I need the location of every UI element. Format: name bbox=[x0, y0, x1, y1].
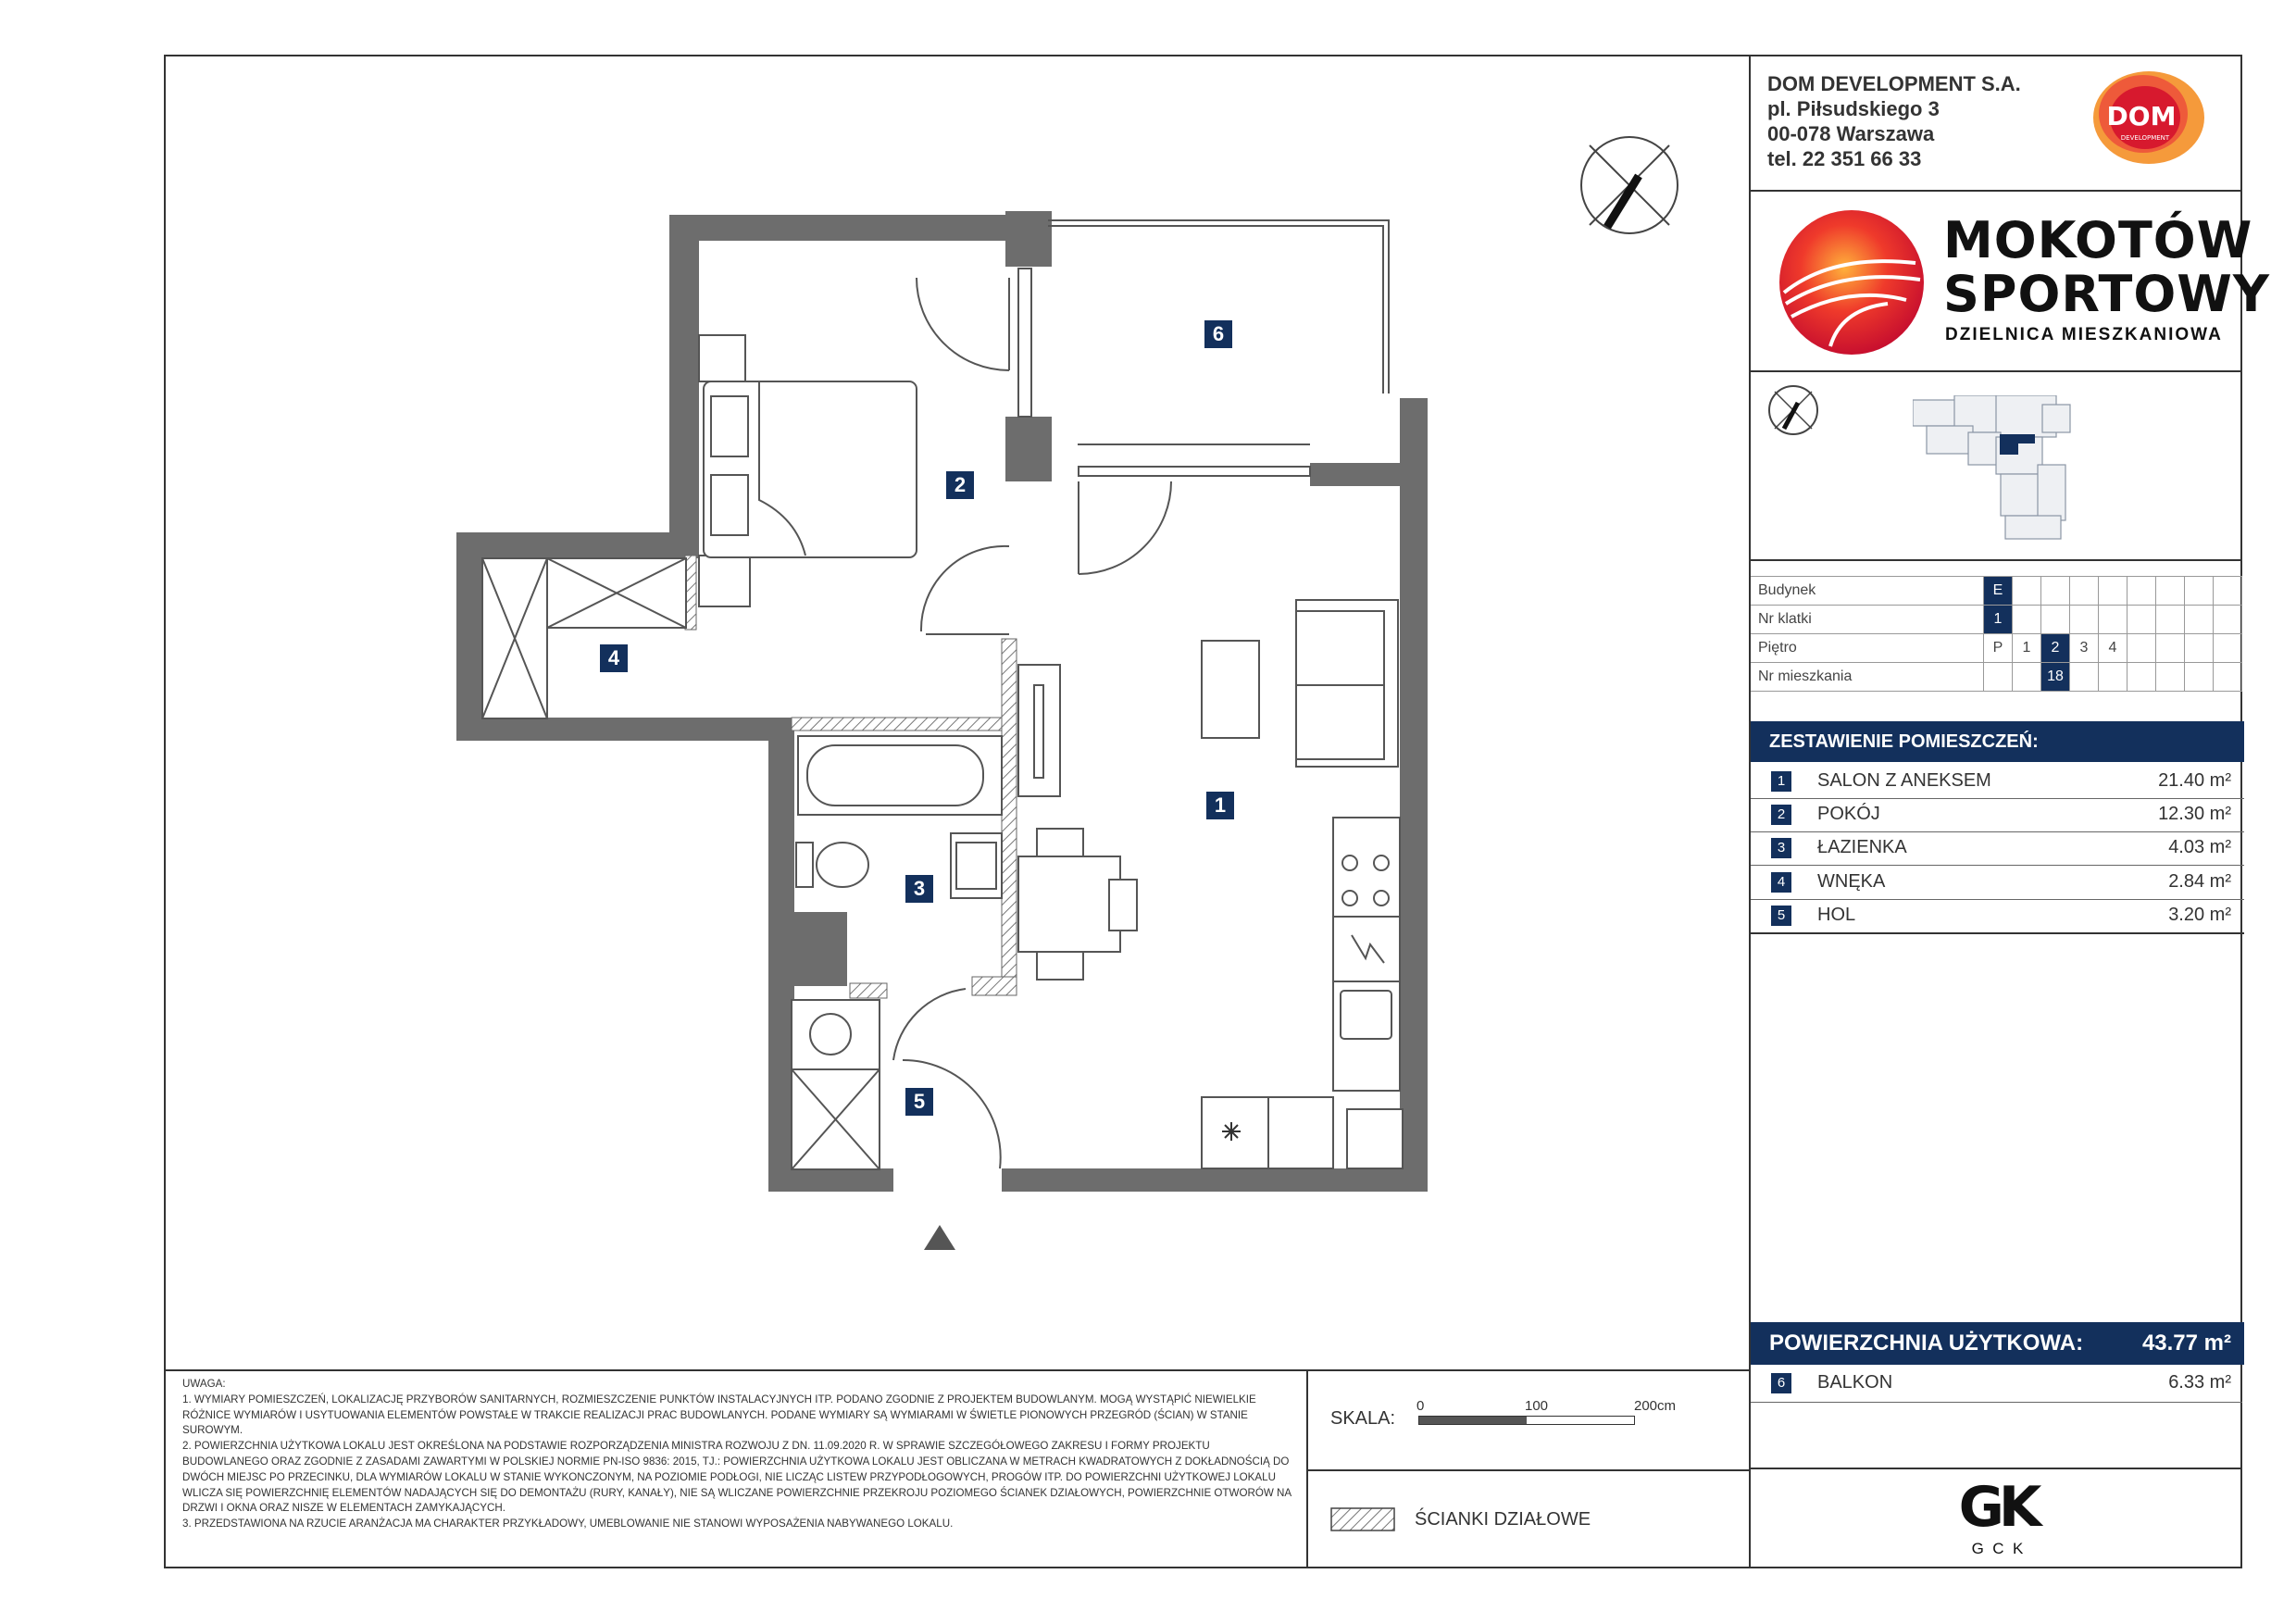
plan-label-room-1: 1 bbox=[1206, 792, 1234, 819]
compass-north-icon bbox=[1581, 137, 1678, 233]
room-number: 4 bbox=[1771, 872, 1791, 893]
dom-logo-subtext: DEVELOPMENT bbox=[2120, 134, 2170, 142]
cell bbox=[2214, 663, 2242, 692]
room-name: SALON Z ANEKSEM bbox=[1817, 770, 1991, 791]
room-number: 1 bbox=[1771, 771, 1791, 792]
cell bbox=[1984, 663, 2013, 692]
table-row bbox=[1751, 577, 2242, 606]
rooms-heading: ZESTAWIENIE POMIESZCZEŃ: bbox=[1751, 721, 2244, 762]
cell bbox=[2128, 577, 2156, 606]
cell bbox=[2185, 606, 2214, 634]
room-row bbox=[1751, 765, 2244, 798]
room-row bbox=[1751, 798, 2244, 831]
cell: P bbox=[1984, 634, 2013, 663]
room-name: HOL bbox=[1817, 905, 1856, 925]
dom-development-logo bbox=[2088, 66, 2210, 169]
cell bbox=[2214, 634, 2242, 663]
company-info bbox=[1767, 71, 2021, 171]
company-address-1: pl. Piłsudskiego 3 bbox=[1767, 97, 1940, 120]
info-panel bbox=[1749, 55, 2270, 1568]
plan-label-room-3: 3 bbox=[905, 875, 933, 903]
total-area-label: POWIERZCHNIA UŻYTKOWA: bbox=[1769, 1330, 2084, 1355]
cell: 1 bbox=[2013, 634, 2041, 663]
cell: 3 bbox=[2070, 634, 2099, 663]
cell: 18 bbox=[2041, 663, 2070, 692]
scale-bar-fill bbox=[1419, 1417, 1527, 1424]
room-area: 3.20 m² bbox=[2168, 905, 2231, 925]
room-number: 5 bbox=[1771, 906, 1791, 926]
location-table bbox=[1751, 576, 2242, 692]
note-1: 1. WYMIARY POMIESZCZEŃ, LOKALIZACJĘ PRZYBORÓW SANITARNYCH, ROZMIESZCZENIE PUNKTÓW INSTALACYJNYCH ITP. PODANO ZGODNIE Z PROJEKTEM BUDOWLANYM. MOGĄ WYSTĄPIĆ NIEWIELKIE RÓŻNICE WYMIARÓW I USYTUOWANIA ELEMENTÓW POWSTAŁE W TRAKCIE REALIZACJI PRAC BUDOWLANYCH. PODANE WYMIARY SĄ WYMIARAMI W ŚWIETLE PIONOWYCH PRZEGRÓD (ŚCIAN) W STANIE SUROWYM. bbox=[182, 1393, 1256, 1437]
cell bbox=[2185, 663, 2214, 692]
gck-logo-mark: GK bbox=[1958, 1475, 2037, 1540]
room-number: 6 bbox=[1771, 1373, 1791, 1393]
keyplan-compass-icon bbox=[1767, 384, 1819, 436]
table-row bbox=[1751, 606, 2242, 634]
plan-label-room-6: 6 bbox=[1204, 320, 1232, 348]
cell bbox=[2041, 577, 2070, 606]
room-number: 2 bbox=[1771, 805, 1791, 825]
cell bbox=[2156, 606, 2185, 634]
room-area: 6.33 m² bbox=[2168, 1372, 2231, 1393]
room-row bbox=[1751, 866, 2244, 899]
room-name: BALKON bbox=[1817, 1372, 1893, 1393]
plan-label-room-5: 5 bbox=[905, 1088, 933, 1116]
brand-title bbox=[1943, 211, 2270, 323]
scale-bar bbox=[1418, 1416, 1635, 1425]
cell bbox=[2099, 606, 2128, 634]
cell bbox=[2185, 577, 2214, 606]
table-row bbox=[1751, 634, 2242, 663]
total-area-value: 43.77 m² bbox=[2141, 1330, 2231, 1355]
notes bbox=[182, 1377, 1293, 1532]
cell bbox=[2099, 663, 2128, 692]
total-area-bar bbox=[1751, 1322, 2244, 1365]
row-label: Piętro bbox=[1751, 634, 1984, 663]
scale-label: SKALA: bbox=[1330, 1408, 1396, 1429]
row-label: Nr klatki bbox=[1751, 606, 1984, 634]
cell bbox=[2013, 577, 2041, 606]
company-name: DOM DEVELOPMENT S.A. bbox=[1767, 72, 2021, 95]
divider bbox=[1751, 370, 2242, 372]
brand-title-line2: SPORTOWY bbox=[1943, 265, 2270, 323]
cell bbox=[2041, 606, 2070, 634]
walls bbox=[456, 211, 1428, 1192]
divider bbox=[1751, 559, 2242, 561]
room-name: WNĘKA bbox=[1817, 871, 1886, 892]
legend-partition-walls: ŚCIANKI DZIAŁOWE bbox=[1415, 1509, 1591, 1530]
plan-label-room-2: 2 bbox=[946, 471, 974, 499]
room-name: ŁAZIENKA bbox=[1817, 837, 1907, 857]
cell bbox=[2185, 634, 2214, 663]
room-number: 3 bbox=[1771, 838, 1791, 858]
cell bbox=[2156, 663, 2185, 692]
cell bbox=[2070, 663, 2099, 692]
room-area: 4.03 m² bbox=[2168, 837, 2231, 857]
cell: E bbox=[1984, 577, 2013, 606]
partition-wall-swatch bbox=[1330, 1507, 1395, 1531]
cell bbox=[2013, 606, 2041, 634]
scale-tick-100: 100 bbox=[1525, 1398, 1549, 1414]
notes-title: UWAGA: bbox=[182, 1378, 226, 1390]
divider bbox=[1751, 932, 2244, 934]
building-keyplan bbox=[1913, 395, 2098, 543]
scale-divider bbox=[1306, 1469, 1749, 1471]
gck-logo bbox=[1751, 1468, 2244, 1567]
company-phone: tel. 22 351 66 33 bbox=[1767, 147, 1922, 170]
row-label: Budynek bbox=[1751, 577, 1984, 606]
gck-logo-letters: G C K bbox=[1971, 1540, 2024, 1557]
scale-tick-0: 0 bbox=[1416, 1398, 1425, 1414]
cell bbox=[2099, 577, 2128, 606]
cell bbox=[2156, 634, 2185, 663]
mokotow-sportowy-logo bbox=[1777, 207, 1927, 357]
room-name: POKÓJ bbox=[1817, 804, 1880, 824]
dom-logo-text: DOM bbox=[2106, 101, 2177, 131]
balcony-row bbox=[1751, 1367, 2244, 1400]
cell bbox=[2013, 663, 2041, 692]
note-2: 2. POWIERZCHNIA UŻYTKOWA LOKALU JEST OKREŚLONA NA PODSTAWIE ROZPORZĄDZENIA MINISTRA ROZWOJU Z DN. 11.09.2020 R. W SPRAWIE SZCZEGÓŁOWEGO ZAKRESU I FORMY PROJEKTU BUDOWLANEGO ORAZ ZGODNIE Z ZASADAMI ZAWARTYMI W POLSKIEJ NORMIE PN-ISO 9836: 2015, TJ.: POWIERZCHNIA UŻYTKOWA LOKALU JEST OBLICZANA W METRACH KWADRATOWYCH Z DOKŁADNOŚCIĄ DO DWÓCH MIEJSC PO PRZECINKU, DLA WYMIARÓW LOKALU W STANIE WYKONCZONYM, NA POZIOMIE PODŁOGI, NIE LICZĄC LISTEW PRZYPODŁOGOWYCH, PROGÓW ITP. DO POWIERZCHNI UŻYTKOWEJ LOKALU WLICZA SIĘ POWIERZCHNIĘ ELEMENTÓW NADAJĄCYCH SIĘ DO DEMONTAŻU (RURY, KANAŁY), NIE SĄ WLICZANE POWIERZCHNIE PRZEKROJU POZIOMEGO ŚCIANEK DZIAŁOWYCH, POWIERZCHNIE OTWORÓW NA DRZWI I OKNA ORAZ NISZE W ELEMENTACH ZAMYKAJĄCYCH. bbox=[182, 1440, 1292, 1515]
cell bbox=[2070, 577, 2099, 606]
cell bbox=[2156, 577, 2185, 606]
room-row bbox=[1751, 899, 2244, 932]
room-area: 2.84 m² bbox=[2168, 871, 2231, 892]
row-label: Nr mieszkania bbox=[1751, 663, 1984, 692]
plan-bottom-divider bbox=[164, 1369, 1749, 1371]
cell bbox=[2070, 606, 2099, 634]
fridge-snowflake-icon bbox=[1222, 1122, 1241, 1141]
cell bbox=[2128, 663, 2156, 692]
brand-title-line1: MOKOTÓW bbox=[1943, 211, 2253, 269]
entrance-arrow-icon bbox=[924, 1225, 955, 1250]
furniture bbox=[482, 335, 1403, 1169]
company-address-2: 00-078 Warszawa bbox=[1767, 122, 1935, 145]
cell bbox=[2214, 606, 2242, 634]
cell bbox=[2214, 577, 2242, 606]
divider bbox=[1751, 190, 2242, 192]
divider bbox=[1751, 1402, 2242, 1403]
table-row bbox=[1751, 663, 2242, 692]
room-row bbox=[1751, 831, 2244, 865]
cell bbox=[2128, 634, 2156, 663]
cell: 2 bbox=[2041, 634, 2070, 663]
plan-label-room-4: 4 bbox=[600, 644, 628, 672]
cell bbox=[2128, 606, 2156, 634]
brand-subtitle: DZIELNICA MIESZKANIOWA bbox=[1945, 325, 2223, 344]
room-area: 12.30 m² bbox=[2158, 804, 2231, 824]
note-3: 3. PRZEDSTAWIONA NA RZUCIE ARANŻACJA MA CHARAKTER PRZYKŁADOWY, UMEBLOWANIE NIE STANOWI WYPOSAŻENIA NABYWANEGO LOKALU. bbox=[182, 1518, 954, 1530]
cell: 1 bbox=[1984, 606, 2013, 634]
cell: 4 bbox=[2099, 634, 2128, 663]
scale-tick-200: 200cm bbox=[1634, 1398, 1677, 1414]
room-area: 21.40 m² bbox=[2158, 770, 2231, 791]
